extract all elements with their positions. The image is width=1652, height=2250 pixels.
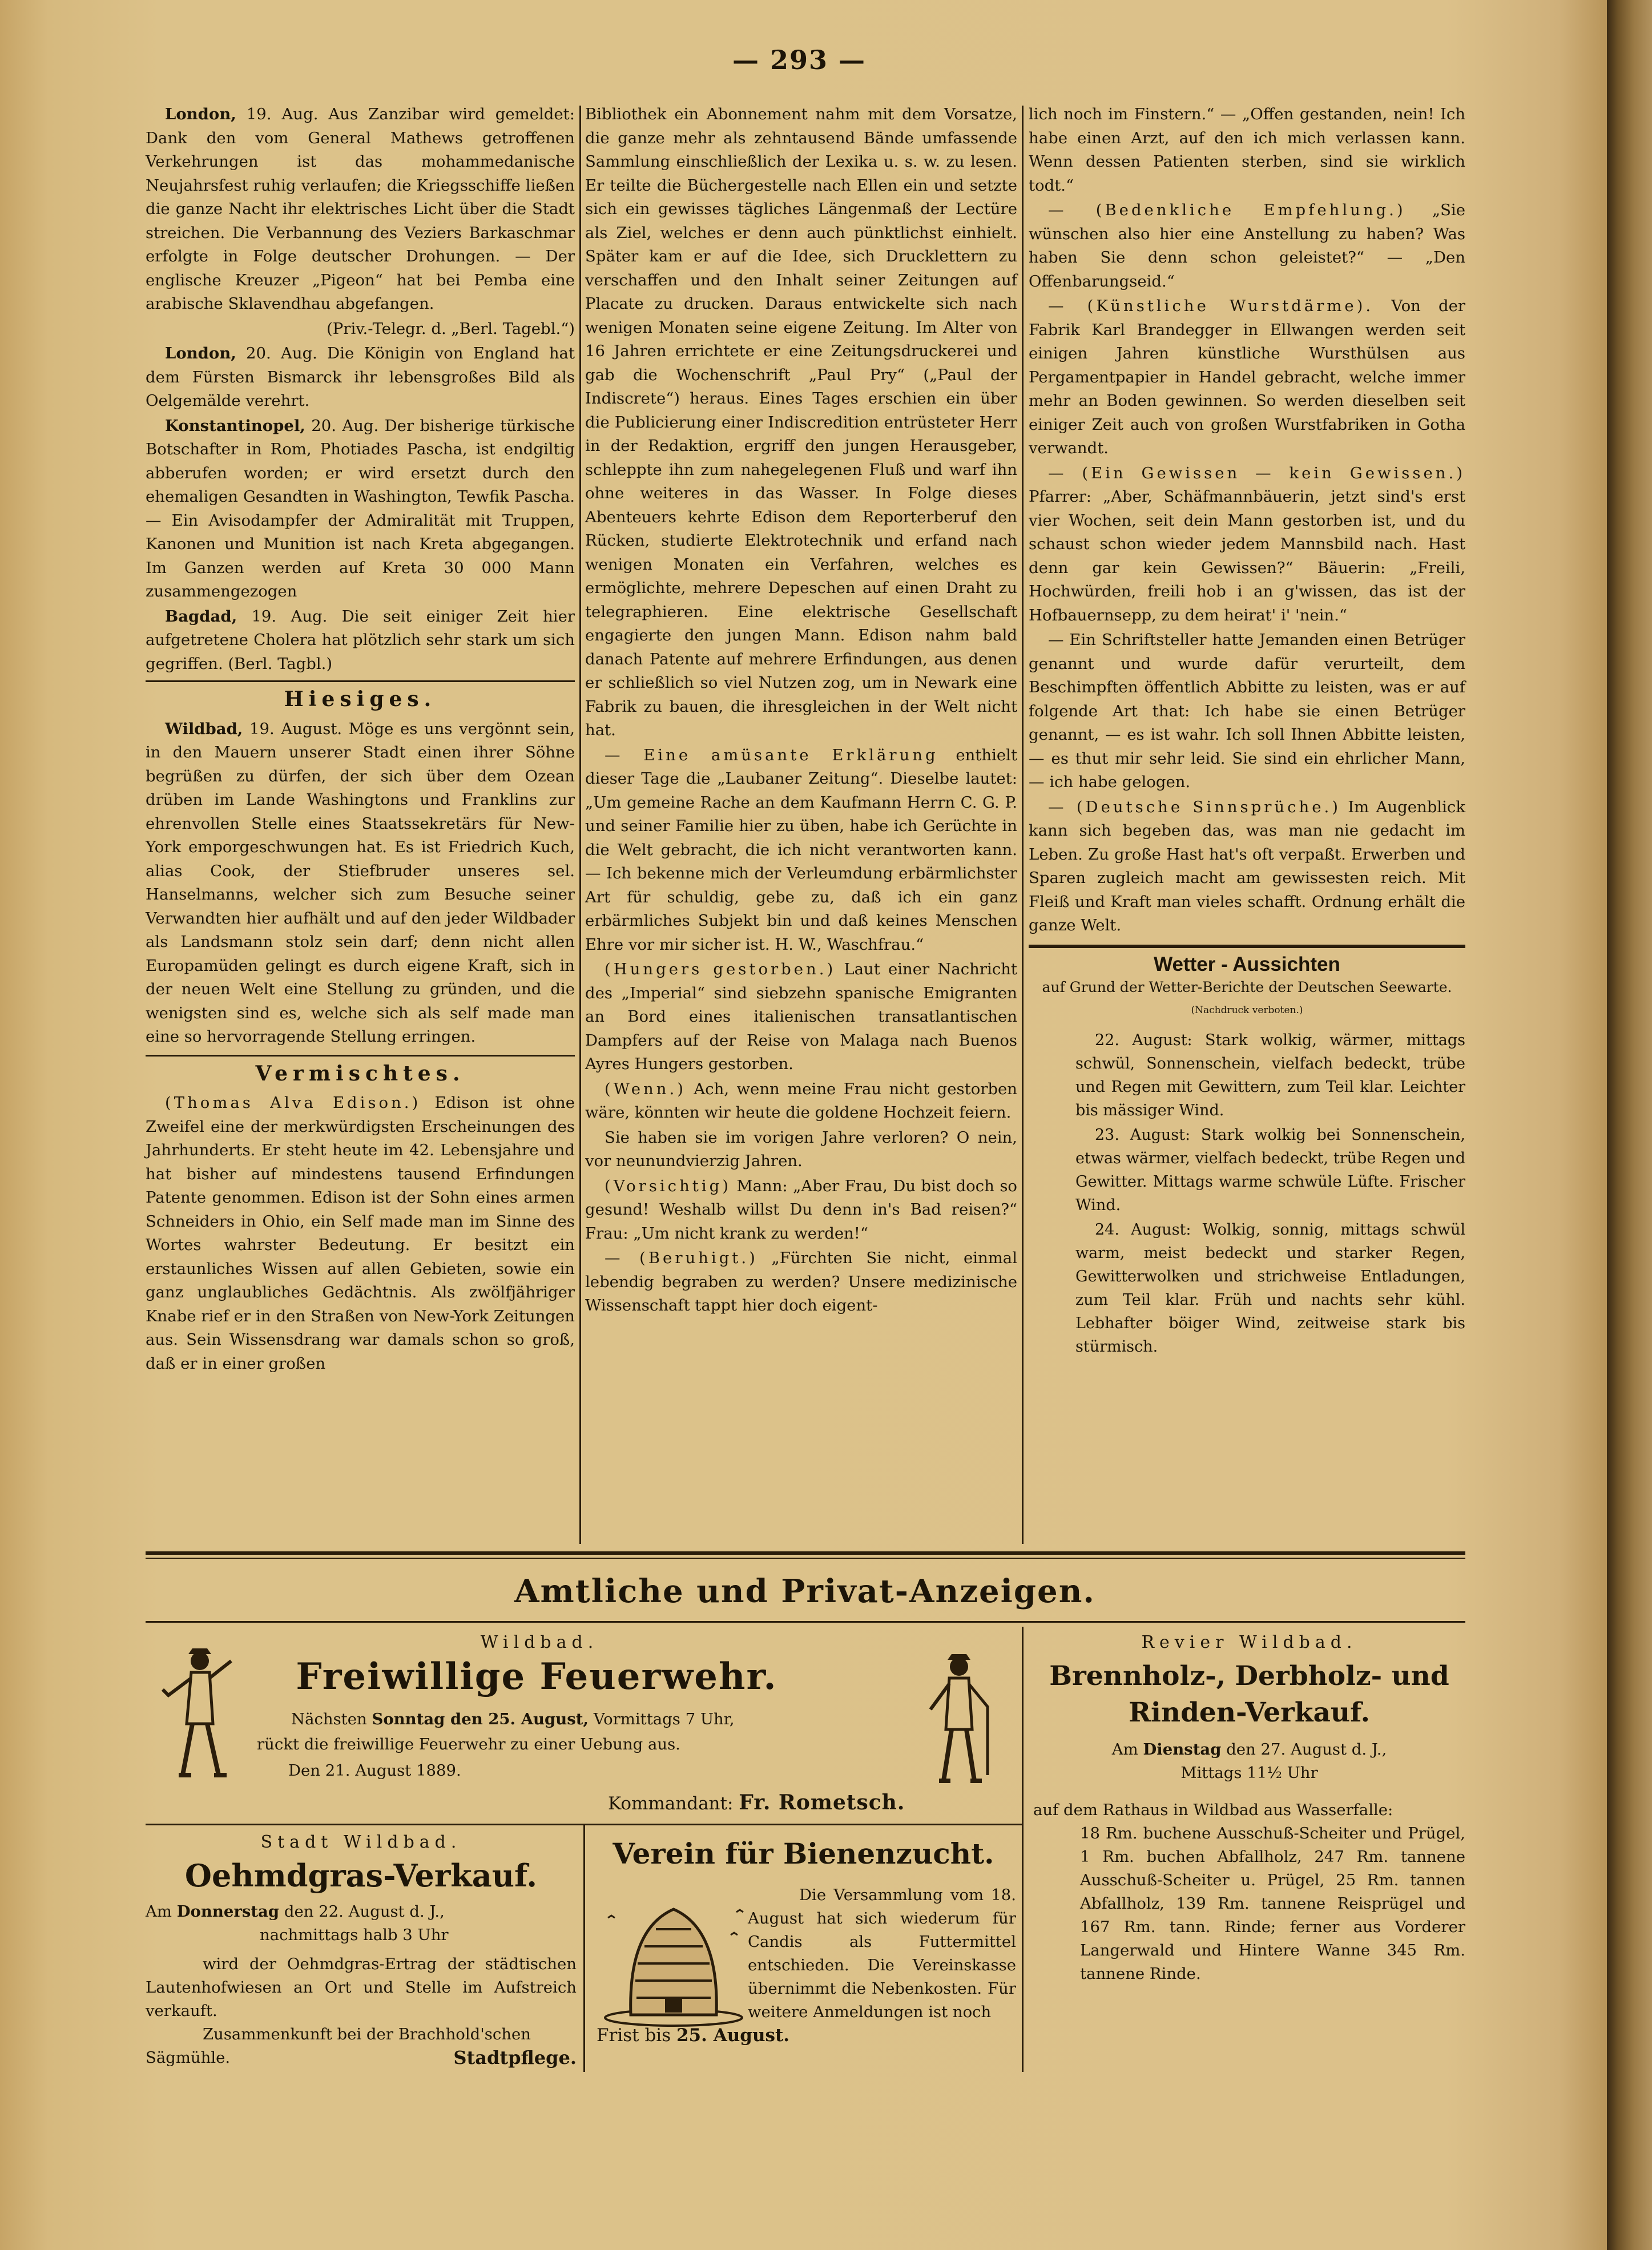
ad-oehmdgras-title: Oehmdgras-Verkauf. [184,1857,538,1894]
section-heading-hiesiges: Hiesiges. [284,687,437,711]
wetter-subtitle: auf Grund der Wetter-Berichte der Deutschen Seewarte. [1042,979,1452,995]
article-lead: — (Bedenkliche Empfehlung.) [1048,201,1406,219]
text-bold: Sonntag den 25. August, [372,1710,589,1728]
ad-feuerwehr-title: Freiwillige Feuerwehr. [296,1655,777,1698]
article-text: „Sie wünschen also hier eine Anstellung zu haben? Was haben Sie denn schon geleistet?“ — „Den Offenbarungseid.“ [1029,201,1465,291]
article-text: 19. Aug. Aus Zanzibar wird gemeldet: Dank den vom General Mathews getroffenen Verkehrungen ist das mohammedanische Neujahrsfest ruhig verlaufen; die Kriegsschiffe ließen die ganze Nacht ihr elektrisches Licht über die Stadt streichen. Die Verbannung des Veziers Barkaschmar erfolgte in Folge deutscher Drohungen. — Der englische Kreuzer „Pigeon“ hat bei Pemba eine arabische Sklavendhau abgefangen. [146,105,575,313]
place-london: London, [165,344,236,362]
text-bold: Dienstag [1143,1740,1222,1759]
article-text: 19. Aug. Die seit einiger Zeit hier aufgetretene Cholera hat plötzlich sehr stark um sich gegriffen. (Berl. Tagbl.) [146,607,575,673]
article-beruhigt-cont: lich noch im Finstern.“ — „Offen gestanden, nein! Ich habe einen Arzt, auf den ich mich verlassen kann. Wenn dessen Patienten sterben, sind sie wirklich todt.“ [1029,105,1465,195]
ads-rule-left [583,1824,585,2072]
article-lead: (Vorsichtig) [605,1176,731,1195]
article-empfehlung [1029,199,1465,293]
text: den 22. August d. J., [279,1902,445,1921]
ad-brennholz [1033,1632,1465,1986]
place-wildbad: Wildbad, [165,719,243,738]
article-text: 20. Aug. Die Königin von England hat dem Fürsten Bismarck ihr lebensgroßes Bild als Oelgemälde verehrt. [146,344,575,410]
page-number: — 293 — [732,45,867,75]
ad-oehmdgras-body: wird der Oehmdgras-Ertrag der städtischen Lautenhofwiesen an Ort und Stelle im Aufstreich verkauft. [146,1955,577,2020]
article-text: „Fürchten Sie nicht, einmal lebendig begraben zu werden? Unsere medizinische Wissenschaft tappt hier doch eigent- [585,1249,1017,1314]
ad-bienen-body: Die Versammlung vom 18. August hat sich wiederum für Candis als Futtermittel entschieden. Die Vereinskasse übernimmt die Nebenkosten. Für weitere Anmeldungen ist noch [748,1886,1016,2021]
column-1 [146,103,575,1377]
text: Am [1111,1740,1143,1759]
column-2 [585,103,1017,1319]
section-heading-vermischtes: Vermischtes. [255,1061,465,1086]
article-text: Edison ist ohne Zweifel eine der merkwürdigsten Erscheinungen des Jahrhunderts. Er steht heute im 42. Lebensjahre und hat bisher auf mindestens tausend Erfindungen Patente genommen. Edison ist der Sohn eines armen Schneiders in Ohio, ein Self made man im Sinne des Wortes wahrster Bedeutung. Er besitzt ein erstaunliches Wissen auf allen Gebieten, sowie ein ganz unglaubliches Gedächtnis. Als zwölfjähriger Knabe rief er in den Straßen von New-York Zeitungen aus. Sein Wissensdrang war damals schon so groß, daß er in einer großen [146,1094,575,1373]
article-edison [146,1091,575,1376]
article-konstantinopel [146,414,575,604]
ad-bienen-title: Verein für Bienenzucht. [613,1837,994,1870]
wetter-item-24: 24. August: Wolkig, sonnig, mittags schwül warm, meist bedeckt und starker Regen, Gewitterwolken und strichweise Entladungen, zum Teil klar. Früh und nachts sehr kühl. Lebhafter böiger Wind, zeitweise stark bis stürmisch. [1075,1220,1465,1356]
ad-oehmdgras-line2: nachmittags halb 3 Uhr [260,1926,449,1944]
article-lead: — (Beruhigt.) [605,1249,758,1267]
ad-oehmdgras-place: Stadt Wildbad. [260,1832,462,1852]
article-text: 20. Aug. Der bisherige türkische Botschafter in Rom, Photiades Pascha, ist endgiltig abberufen worden; er wird ersetzt durch den ehemaligen Gesandten in Washington, Tewfik Pascha. — Ein Avisodampfer der Admiralität mit Truppen, Kanonen und Munition ist nach Kreta abgegangen. Im Ganzen werden auf Kreta 30 000 Mann zusammengezogen [146,416,575,600]
article-lead: — (Künstliche Wurstdärme). [1048,297,1374,315]
article-schriftsteller: — Ein Schriftsteller hatte Jemanden einen Betrüger genannt und wurde dafür verurteilt, dem Beschimpften öffentlich Abbitte zu leisten, was er auf folgende Art that: Ich habe sie einen Betrüger genannt, — es ist wahr. Ich soll Ihnen Abbitte leisten, — es thut mir sehr leid. Sie sind ein ehrlicher Mann, — ich habe gelogen. [1029,631,1465,791]
ads-top-rule [146,1551,1465,1555]
firefighter-left-icon [157,1644,243,1787]
article-lead: — (Ein Gewissen — kein Gewissen.) [1048,463,1465,482]
wetter-rule [1029,945,1465,948]
ad-brennholz-place: Revier Wildbad. [1141,1632,1357,1652]
ad-oehmdgras [146,1832,577,2070]
article-text: Laut einer Nachricht des „Imperial“ sind siebzehn spanische Emigranten an Bord eines italienischen transatlantischen Dampfers auf der Reise von Malaga nach Buenos Ayres Hungers gestorben. [585,960,1017,1073]
ad-brennholz-line2: Mittags 11½ Uhr [1180,1764,1318,1782]
ads-heading-rule [146,1621,1465,1623]
ad-feuerwehr-place: Wildbad. [480,1632,599,1652]
ad-brennholz-title-2: Rinden-Verkauf. [1128,1697,1371,1728]
ads-top-rule-thin [146,1558,1465,1559]
text: Nächsten [291,1710,372,1728]
article-london-1 [146,103,575,316]
firefighter-right-icon [916,1650,1002,1792]
section-rule [146,1055,575,1057]
signature-label: Kommandant: [608,1793,734,1814]
ad-bienenzucht [591,1832,1016,2047]
ad-brennholz-body2: 18 Rm. buchene Ausschuß-Scheiter und Prügel, 1 Rm. buchen Abfallholz, 247 Rm. tannene Ausschuß-Scheiter u. Prügel, 25 Rm. tannen Abfallholz, 139 Rm. tannene Reisprügel und 167 Rm. tann. Rinde; ferner aus Vorderer Langerwald und Hintere Wanne 345 Rm. tannene Rinde. [1080,1824,1465,1983]
ad-feuerwehr-date: Den 21. August 1889. [288,1761,461,1780]
ad-oehmdgras-body2: Zusammenkunft bei der Brachhold'schen Sägmühle. [146,2025,531,2067]
ad-feuerwehr-line2: rückt die freiwillige Feuerwehr zu einer Uebung aus. [257,1735,680,1753]
article-wenn-2: Sie haben sie im vorigen Jahre verloren? O nein, vor neunundvierzig Jahren. [585,1128,1017,1170]
text: Am [146,1902,177,1921]
ads-heading: Amtliche und Privat-Anzeigen. [514,1572,1095,1610]
ad-oehmdgras-line1 [146,1900,577,1924]
article-wurstdaerme [1029,295,1465,461]
ad-feuerwehr-signature [608,1791,1008,1816]
text-bold: Donnerstag [176,1902,280,1921]
article-text: 19. August. Möge es uns vergönnt sein, in den Mauern unserer Stadt einen ihrer Söhne begrüßen zu dürfen, der sich über dem Ozean drüben im Lande Washingtons und Franklins zur ehrenvollen Stelle eines Staatssekretärs für New-York emporgeschwungen hat. Es ist Friedrich Kuch, alias Cook, der Stiefbruder unseres sel. Hanselmanns, welcher sich zum Besuche seiner Verwandten hier aufhält und auf den jeder Wildbader als Landsmann stolz sein darf; denn nicht allen Europamüden gelingt es durch eigene Kraft, sich in der neuen Welt eine Stellung zu gründen, und die wenigsten sind es, welche sich als self made man eine so hervorragende Stellung erringen. [146,719,575,1046]
article-text: Pfarrer: „Aber, Schäfmannbäuerin, jetzt sind's erst vier Wochen, seit dein Mann gestorben ist, und du schaust schon wieder jedem Mannsbild nach. Hast denn gar kein Gewissen?“ Bäuerin: „Freili, Hochwürden, freili hob i an g'wissen, das ist der Hofbauernsepp, zu dem heirat' i' 'nein.“ [1029,487,1465,624]
ad-brennholz-title-1: Brennholz-, Derbholz- und [1049,1660,1449,1692]
wetter-item-22: 22. August: Stark wolkig, wärmer, mittags schwül, Sonnenschein, vielfach bedeckt, trübe und Regen mit Gewittern, zum Teil klar. Leichter bis mässiger Wind. [1075,1031,1465,1119]
article-sinnsprueche [1029,796,1465,938]
wetter-note: (Nachdruck verboten.) [1191,1005,1303,1016]
article-gewissen [1029,462,1465,628]
article-wenn [585,1078,1017,1125]
article-vorsichtig [585,1175,1017,1246]
article-beruhigt [585,1247,1017,1318]
binding-edge [1607,0,1652,2250]
source-line: (Priv.-Telegr. d. „Berl. Tagebl.“) [327,319,575,338]
article-text: enthielt dieser Tage die „Laubaner Zeitung“. Dieselbe lautet: „Um gemeine Rache an dem Kaufmann Herrn C. G. P. und seiner Familie hier zu üben, habe ich Gerüchte in die Welt gebracht, die ich nicht verantworten kann. — Ich bekenne mich der Verleumdung erbärmlichster Art für schuldig, gebe zu, daß ich ein ganz erbärmliches Subjekt bin und daß keines Menschen Ehre vor mir sicher ist. H. W., Waschfrau.“ [585,745,1017,954]
article-lead: — Eine amüsante Erklärung [605,745,938,764]
article-edison-cont: Bibliothek ein Abonnement nahm mit dem Vorsatze, die ganze mehr als zehntausend Bände umfassende Sammlung einschließlich der Lexika u. s. w. zu lesen. Er teilte die Büchergestelle nach Ellen ein und setzte sich ein gewisses tägliches Längenmaß der Lectüre als Ziel, welches er denn auch pünktlichst einhielt. Später kam er auf die Idee, sich Drucklettern zu verschaffen und den Inhalt seiner Zeitungen auf Placate zu drucken. Daraus entwickelte sich nach wenigen Monaten seine eigene Zeitung. Im Alter von 16 Jahren errichtete er eine Zeitungsdruckerei und gab die Wochenschrift „Paul Pry“ („Paul der Indiscrete“) heraus. Eines Tages erschien ein über die Publicierung einer Indiscredition entrüsteter Herr in der Redaktion, ergriff den jungen Herausgeber, schleppte ihn zum nahegelegenen Fluß und warf ihn ohne weiteres in das Wasser. In Folge dieses Abenteuers kehrte Edison dem Reporterberuf den Rücken, studierte Elektrotechnik und erfand nach wenigen Monaten ein Verfahren, welches es ermöglichte, mehrere Depeschen auf einen Draht zu telegraphieren. Eine elektrische Gesellschaft engagierte den jungen Mann. Edison nahm bald danach Patente auf mehrere Erfindungen, aus denen er schließlich so viel Nutzen zog, um in Newark eine Fabrik zu bauen, die ihresgleichen in der Welt nicht hat. [585,105,1017,739]
column-rule-left [579,106,581,1544]
column-3 [1029,103,1465,1360]
wetter-box [1029,953,1465,1358]
article-bagdad [146,605,575,676]
article-lead: (Hungers gestorben.) [605,960,836,978]
text-bold: 25. August. [676,2025,790,2046]
wetter-item-23: 23. August: Stark wolkig bei Sonnenschein, etwas wärmer, vielfach bedeckt, trübe Regen und Gewitter. Mittags warme schwüle Lüfte. Frischer Wind. [1075,1126,1465,1214]
article-lead: (Thomas Alva Edison.) [165,1094,421,1112]
article-hungers [585,958,1017,1076]
place-bagdad: Bagdad, [165,607,237,626]
article-lead: (Wenn.) [605,1079,686,1098]
place-london: London, [165,105,236,123]
text: Vormittags 7 Uhr, [589,1710,735,1728]
beehive-icon [597,1895,751,2032]
text: den 27. August d. J., [1221,1740,1387,1759]
article-text: Ach, wenn meine Frau nicht gestorben wäre, könnten wir heute die goldene Hochzeit feiern. [585,1079,1017,1122]
article-text: Im Augenblick kann sich begeben das, was man nie gedacht im Leben. Zu große Hast hat's oft verpaßt. Erwerben und Sparen zugleich macht am gewissesten reich. Mit Fleiß und Kraft man vieles schafft. Ordnung erhält die ganze Welt. [1029,797,1465,934]
article-erklaerung [585,744,1017,957]
ads-rule-right [1022,1627,1024,2072]
section-rule [146,680,575,682]
ad-brennholz-line1 [1033,1738,1465,1761]
article-london-2 [146,342,575,413]
signature-name: Fr. Rometsch. [739,1791,905,1814]
column-rule-right [1022,106,1024,1544]
ad-feuerwehr-line1 [291,1708,862,1731]
ad-feuerwehr [146,1632,1013,1821]
article-lead: — (Deutsche Sinnsprüche.) [1048,797,1341,816]
wetter-title: Wetter - Aussichten [1154,953,1340,975]
ad-brennholz-body1: auf dem Rathaus in Wildbad aus Wasserfalle: [1033,1801,1393,1819]
article-wildbad [146,717,575,1049]
article-text: Von der Fabrik Karl Brandegger in Ellwangen werden seit einigen Jahren künstliche Wursthülsen aus Pergamentpapier in Handel gebracht, welche immer mehr an Boden gewinnen. So werden dieselben seit einiger Zeit auch von großen Wurstfabriken in Gotha verwandt. [1029,297,1465,457]
text: Frist bis [597,2025,676,2046]
place-konstantinopel: Konstantinopel, [165,416,305,435]
article-text: Mann: „Aber Frau, Du bist doch so gesund! Weshalb willst Du denn in's Bad reisen?“ Frau: „Um nicht krank zu werden!“ [585,1176,1017,1243]
ad-oehmdgras-signature: Stadtpflege. [453,2047,577,2068]
